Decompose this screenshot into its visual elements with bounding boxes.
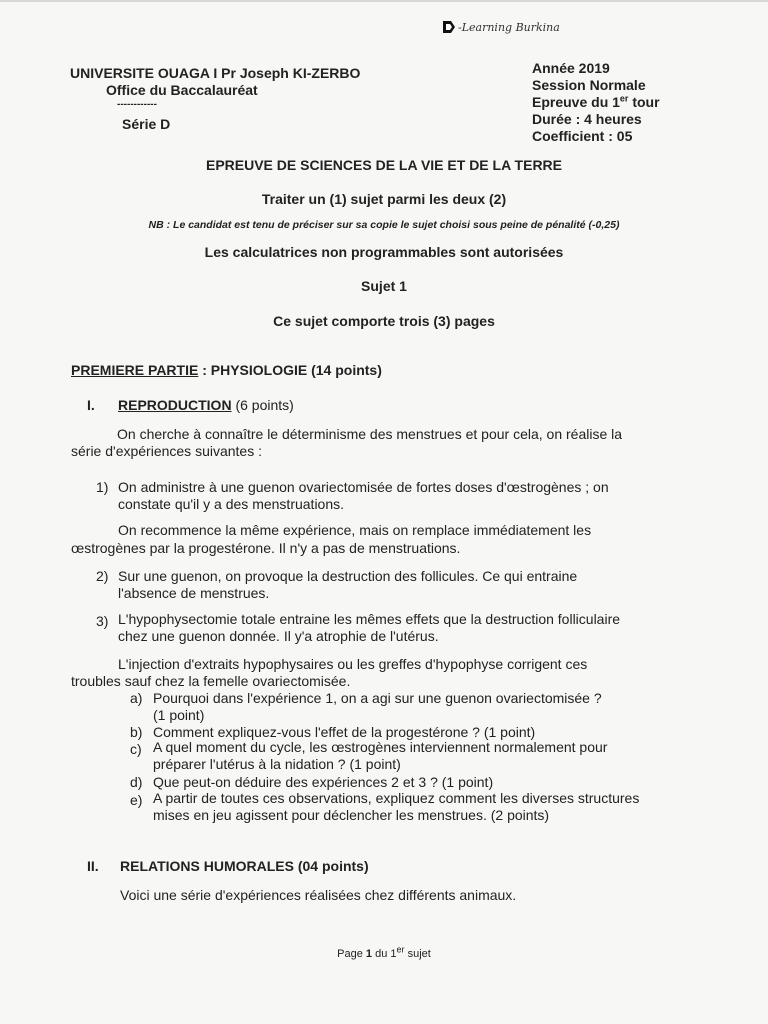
exam-title: EPREUVE DE SCIENCES DE LA VIE ET DE LA TERRE	[205, 157, 563, 173]
injection-line-1: L'injection d'extraits hypophysaires ou les greffes d'hypophyse corrigent ces	[118, 656, 588, 672]
sujet-number: Sujet 1	[361, 278, 407, 294]
question-c-letter: c)	[130, 741, 142, 757]
question-d-line-1: Que peut-on déduire des expériences 2 et 3 ? (1 point)	[153, 774, 494, 790]
question-e-line-2: mises en jeu agissent pour déclencher les menstrues. (2 points)	[153, 807, 550, 823]
calculators-note: Les calculatrices non programmables sont autorisées	[204, 244, 564, 260]
header-separator: ------------	[117, 99, 157, 110]
serie-label: Série D	[122, 116, 171, 132]
exp3-number: 3)	[96, 613, 109, 629]
duree-label: Durée : 4 heures	[532, 111, 642, 127]
section-2-heading: RELATIONS HUMORALES (04 points)	[120, 858, 369, 874]
exp1b-line-2: œstrogènes par la progestérone. Il n'y a pas de menstruations.	[71, 540, 461, 556]
question-a-line-2: (1 point)	[153, 707, 205, 723]
office-name: Office du Baccalauréat	[106, 82, 258, 98]
annee-label: Année 2019	[532, 60, 610, 76]
session-label: Session Normale	[532, 77, 646, 93]
exp1b-line-1: On recommence la même expérience, mais on remplace immédiatement les	[118, 522, 592, 538]
exp1-number: 1)	[96, 479, 109, 495]
learning-logo-icon	[442, 19, 456, 35]
watermark-text: -Learning Burkina	[458, 20, 560, 34]
question-b-letter: b)	[130, 724, 143, 740]
scan-top-edge	[0, 0, 768, 2]
question-b-line-1: Comment expliquez-vous l'effet de la progestérone ? (1 point)	[153, 724, 536, 740]
partie-heading: PREMIERE PARTIE : PHYSIOLOGIE (14 points)	[71, 362, 382, 378]
question-e-line-1: A partir de toutes ces observations, expliquez comment les diverses structures	[153, 790, 640, 806]
question-e-letter: e)	[130, 792, 143, 808]
epreuve-label: Epreuve du 1er tour	[532, 93, 660, 110]
pages-note: Ce sujet comporte trois (3) pages	[273, 313, 495, 329]
nb-note: NB : Le candidat est tenu de préciser sur sa copie le sujet choisi sous peine de pénalité (-0,25)	[148, 219, 620, 231]
exp3-line-2: chez une guenon donnée. Il y'a atrophie de l'utérus.	[118, 628, 439, 644]
instruction-text: Traiter un (1) sujet parmi les deux (2)	[261, 191, 507, 207]
question-d-letter: d)	[130, 774, 143, 790]
exp3-line-1: L'hypophysectomie totale entraine les mêmes effets que la destruction folliculaire	[118, 611, 621, 627]
injection-line-2: troubles sauf chez la femelle ovariectomisée.	[71, 673, 351, 689]
intro-line-1: On cherche à connaître le déterminisme des menstrues et pour cela, on réalise la	[117, 426, 623, 442]
exp1-line-2: constate qu'il y a des menstruations.	[118, 496, 345, 512]
intro-line-2: série d'expériences suivantes :	[71, 443, 262, 459]
exp2-line-2: l'absence de menstrues.	[118, 585, 270, 601]
section-1-heading: REPRODUCTION (6 points)	[118, 397, 294, 413]
section-1-numeral: I.	[87, 397, 95, 413]
question-c-line-2: préparer l'utérus à la nidation ? (1 point)	[153, 756, 401, 772]
watermark-logo	[442, 19, 560, 35]
university-name: UNIVERSITE OUAGA I Pr Joseph KI-ZERBO	[70, 65, 361, 81]
section-2-numeral: II.	[87, 858, 99, 874]
section-2-intro: Voici une série d'expériences réalisées chez différents animaux.	[120, 887, 517, 903]
exp2-number: 2)	[96, 568, 109, 584]
exp1-line-1: On administre à une guenon ovariectomisée de fortes doses d'œstrogènes ; on	[118, 479, 609, 495]
page-footer: Page 1 du 1er sujet	[337, 944, 431, 960]
coefficient-label: Coefficient : 05	[532, 128, 633, 144]
exp2-line-1: Sur une guenon, on provoque la destruction des follicules. Ce qui entraine	[118, 568, 578, 584]
question-a-letter: a)	[130, 690, 143, 706]
question-a-line-1: Pourquoi dans l'expérience 1, on a agi sur une guenon ovariectomisée ?	[153, 690, 602, 706]
question-c-line-1: A quel moment du cycle, les œstrogènes interviennent normalement pour	[153, 739, 608, 755]
